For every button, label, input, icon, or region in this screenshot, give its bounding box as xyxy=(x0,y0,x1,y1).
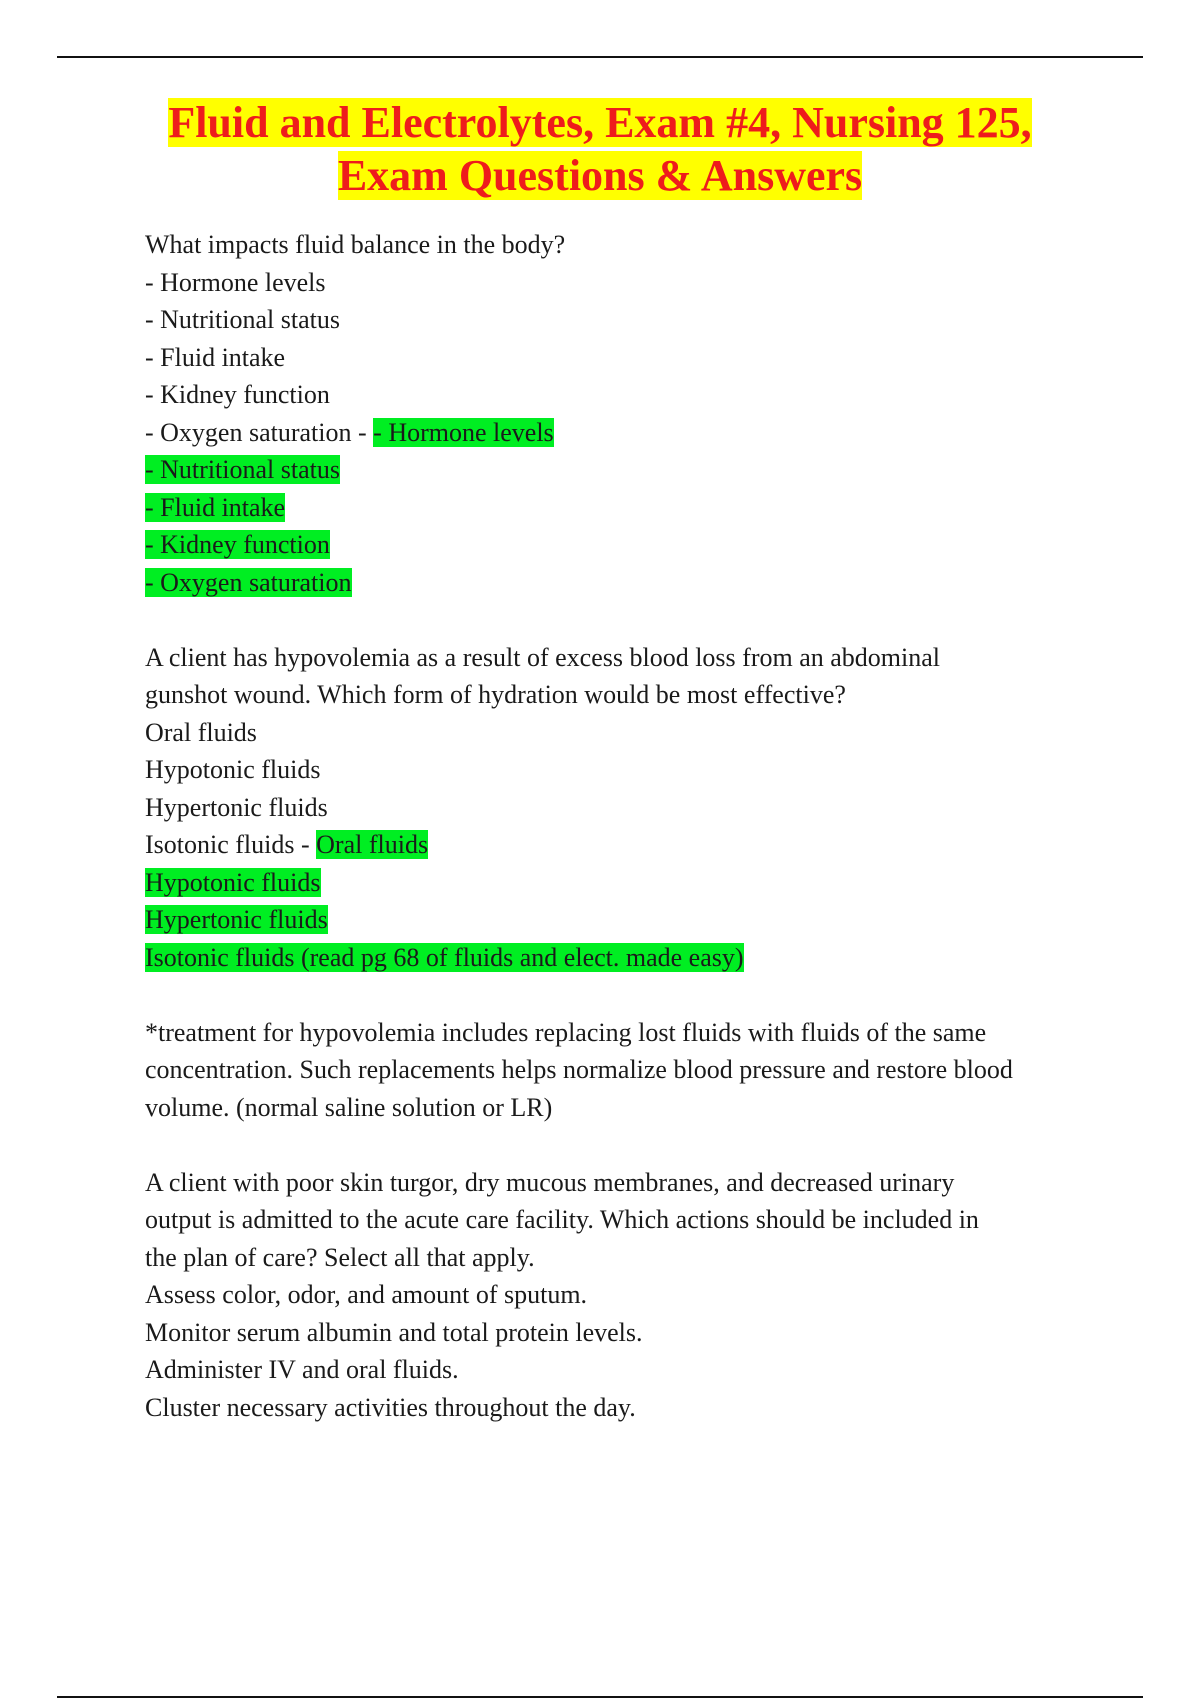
question-block-2 xyxy=(145,639,1105,977)
highlighted-answer: - Oxygen saturation xyxy=(145,567,352,597)
top-rule xyxy=(57,56,1143,58)
document-body xyxy=(145,226,1105,1426)
option-item: - Fluid intake xyxy=(145,342,286,372)
question-text: What impacts fluid balance in the body? xyxy=(145,230,566,259)
page-title xyxy=(57,96,1143,202)
highlighted-answer: Hypertonic fluids xyxy=(145,905,328,934)
note-text: concentration. Such replacements helps normalize blood pressure and restore blood xyxy=(145,1055,1013,1084)
question-text: A client has hypovolemia as a result of excess blood loss from an abdominal xyxy=(145,642,940,672)
highlighted-answer: - Hormone levels xyxy=(373,417,554,447)
option-item: - Oxygen saturation - xyxy=(145,417,374,447)
option-item: Oral fluids xyxy=(145,717,257,747)
highlighted-answer: - Nutritional status xyxy=(145,455,340,484)
question-text: the plan of care? Select all that apply. xyxy=(145,1242,535,1272)
option-item: Cluster necessary activities throughout the day. xyxy=(145,1392,636,1422)
option-item: - Nutritional status xyxy=(145,305,340,334)
option-answer-line xyxy=(145,414,1105,452)
page-title-line-2: Exam Questions & Answers xyxy=(337,151,863,200)
option-item: Hypotonic fluids xyxy=(145,755,321,784)
option-item: Isotonic fluids - xyxy=(145,830,317,859)
bottom-rule xyxy=(57,1696,1143,1698)
option-item: Monitor serum albumin and total protein levels. xyxy=(145,1317,643,1347)
option-item: - Kidney function xyxy=(145,380,330,409)
question-text: gunshot wound. Which form of hydration would be most effective? xyxy=(145,680,846,709)
highlighted-answer: Hypotonic fluids xyxy=(145,867,321,897)
highlighted-answer: Oral fluids xyxy=(316,830,429,859)
option-item: - Hormone levels xyxy=(145,267,326,297)
rationale-note xyxy=(145,1014,1105,1127)
option-answer-line xyxy=(145,826,1105,864)
note-text: volume. (normal saline solution or LR) xyxy=(145,1092,553,1122)
highlighted-answer: - Kidney function xyxy=(145,530,330,559)
highlighted-answer: Isotonic fluids (read pg 68 of fluids and elect. made easy) xyxy=(145,942,744,972)
note-text: *treatment for hypovolemia includes replacing lost fluids with fluids of the same xyxy=(145,1017,987,1047)
option-item: Assess color, odor, and amount of sputum. xyxy=(145,1280,588,1309)
highlighted-answer: - Fluid intake xyxy=(145,492,286,522)
option-item: Hypertonic fluids xyxy=(145,792,328,822)
question-block-1 xyxy=(145,226,1105,601)
option-item: Administer IV and oral fluids. xyxy=(145,1355,459,1384)
question-block-3 xyxy=(145,1164,1105,1427)
question-text: A client with poor skin turgor, dry mucous membranes, and decreased urinary xyxy=(145,1167,955,1197)
question-text: output is admitted to the acute care facility. Which actions should be included in xyxy=(145,1205,979,1234)
page-title-line-1: Fluid and Electrolytes, Exam #4, Nursing 125, xyxy=(168,98,1032,147)
